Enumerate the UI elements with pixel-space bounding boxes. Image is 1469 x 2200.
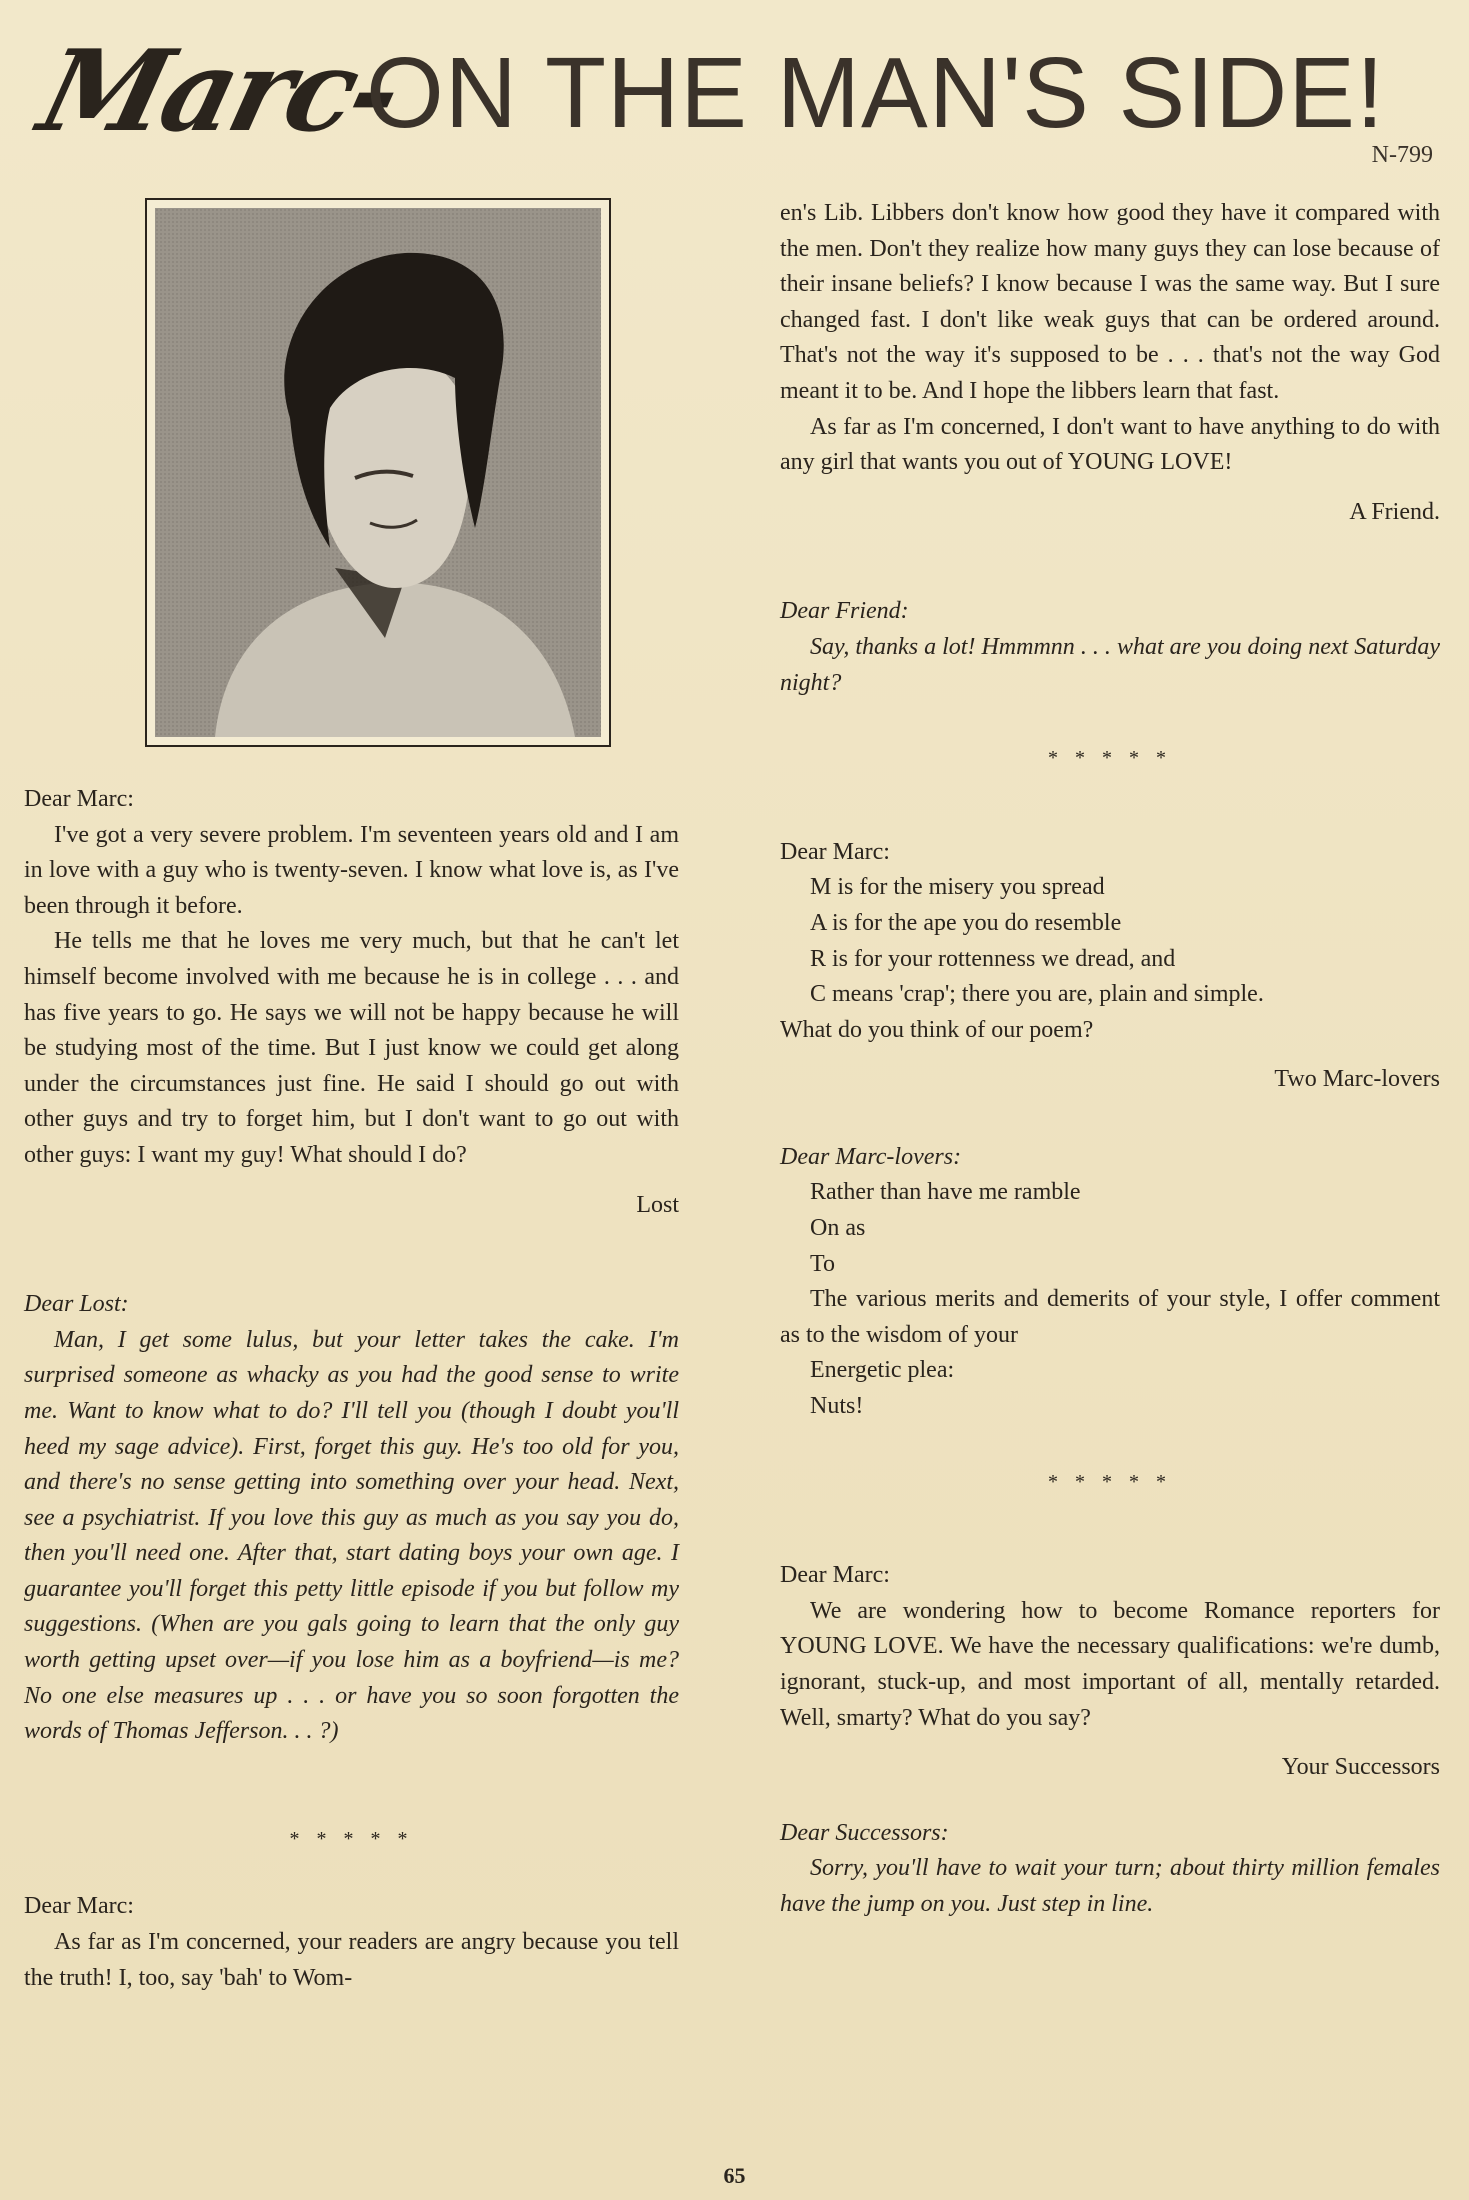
reply4-salutation: Dear Successors: xyxy=(780,1819,949,1846)
portrait-illustration xyxy=(155,208,601,737)
reply3-salutation: Dear Marc-lovers: xyxy=(780,1143,962,1170)
separator-stars-2: * * * * * xyxy=(1048,747,1172,770)
letter1-paragraph2: He tells me that he loves me very much, but that he can't let himself become involved with me because he is in college . . . and has five years to go. He says we will not be happy because he will be studying most of the time. But I just know we could get along under the circumstances just fine. He said I should go out with other guys and try to forget him, but I don't want to go out with other guys: I want my guy! What should I do? xyxy=(24,928,679,1168)
letter3-salutation: Dear Marc: xyxy=(780,838,890,865)
right-column xyxy=(780,196,1440,1923)
letter1-paragraph1: I've got a very severe problem. I'm seventeen years old and I am in love with a guy who is twenty-seven. I know what love is, as I've been through it before. xyxy=(24,821,679,919)
letter2-signature: A Friend. xyxy=(1349,498,1440,525)
reply3-line: To xyxy=(810,1250,835,1277)
letter3-poem-line: R is for your rottenness we dread, and xyxy=(810,945,1176,972)
letter3-poem-line: C means 'crap'; there you are, plain and simple. xyxy=(810,981,1264,1008)
portrait-photo-frame xyxy=(145,198,611,747)
reply2-body: Say, thanks a lot! Hmmmnn . . . what are you doing next Saturday night? xyxy=(780,633,1440,696)
letter3-poem-line: A is for the ape you do resemble xyxy=(810,909,1122,936)
reply3-line: Energetic plea: xyxy=(810,1357,955,1384)
page-code: N-799 xyxy=(1371,142,1433,168)
separator-stars-3: * * * * * xyxy=(1048,1470,1172,1493)
separator-stars-1: * * * * * xyxy=(289,1827,414,1850)
reply2-salutation: Dear Friend: xyxy=(780,598,909,625)
reply3-line: On as xyxy=(810,1215,866,1242)
letter2-salutation: Dear Marc: xyxy=(24,1893,134,1920)
letter1-salutation: Dear Marc: xyxy=(24,786,134,812)
header xyxy=(18,20,1448,165)
reply4-body: Sorry, you'll have to wait your turn; about thirty million females have the jump on you. Just step in line. xyxy=(780,1855,1440,1917)
letter2-paragraph1: en's Lib. Libbers don't know how good they have it compared with the men. Don't they realize how many guys they can lose because of their insane beliefs? I know because I was the same way. But I sure changed fast. I don't like weak guys that can be ordered around. That's not the way it's supposed to be . . . that's not the way God meant it to be. And I hope the libbers learn that fast. xyxy=(780,200,1440,404)
letter3-closing: What do you think of our poem? xyxy=(780,1016,1094,1043)
letter3-poem-line: M is for the misery you spread xyxy=(810,874,1105,901)
letter2-body-start: As far as I'm concerned, your readers are angry because you tell the truth! I, too, say 'bah' to Wom- xyxy=(24,1929,679,1991)
portrait-photo xyxy=(155,208,601,737)
marc-script-title: Marc- xyxy=(28,26,411,157)
left-column xyxy=(24,782,679,1996)
reply1-salutation: Dear Lost: xyxy=(24,1291,129,1318)
reply3-line: The various merits and demerits of your style, I offer comment as to the wisdom of your xyxy=(780,1286,1440,1348)
letter2-paragraph2: As far as I'm concerned, I don't want to have anything to do with any girl that wants you out of YOUNG LOVE! xyxy=(780,413,1440,476)
page-title: ON THE MAN'S SIDE! xyxy=(366,37,1385,149)
letter1-signature: Lost xyxy=(636,1191,679,1218)
reply1-body: Man, I get some lulus, but your letter takes the cake. I'm surprised someone as whacky as you had the good sense to write me. Want to know what to do? I'll tell you (though I doubt you'll heed my sage advice). First, forget this guy. He's too old for you, and there's no sense getting into something over your head. Next, see a psychiatrist. If you love this guy as much as you say you do, then you'll need one. After that, start dating boys your own age. I guarantee you'll forget this petty little episode if you but follow my suggestions. (When are you gals going to learn that the only guy worth getting upset over—if you lose him as a boyfriend—is me? No one else measures up . . . or have you so soon forgotten the words of Thomas Jefferson. . . ?) xyxy=(24,1326,679,1745)
reply3-line: Rather than have me ramble xyxy=(810,1179,1081,1206)
letter3-signature: Two Marc-lovers xyxy=(1274,1066,1440,1093)
letter4-body: We are wondering how to become Romance reporters for YOUNG LOVE. We have the necessary qualifications: we're dumb, ignorant, stuck-up, and most important of all, mentally retarded. Well, smarty? What do you say? xyxy=(780,1597,1440,1731)
letter4-signature: Your Successors xyxy=(1281,1754,1440,1781)
page-number: 65 xyxy=(723,2163,746,2188)
letter4-salutation: Dear Marc: xyxy=(780,1562,890,1589)
reply3-line: Nuts! xyxy=(810,1393,864,1420)
